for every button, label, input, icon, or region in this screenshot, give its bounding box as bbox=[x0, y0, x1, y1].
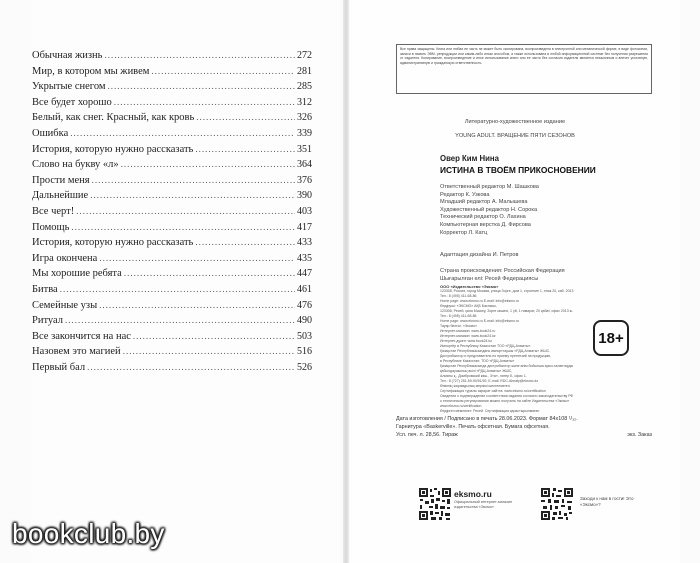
toc-entry-page: 390 bbox=[297, 190, 312, 202]
toc-entry bbox=[32, 48, 312, 64]
toc-entry-title: История, которую нужно рассказать bbox=[32, 143, 194, 155]
toc-entry-title: История, которую нужно рассказать bbox=[32, 237, 194, 249]
toc-entry-page: 272 bbox=[297, 50, 312, 61]
toc-leader-dots bbox=[108, 79, 295, 95]
publisher-line: Home page: www.eksmo.ru E-mail: info@eksmo.ru bbox=[440, 299, 520, 303]
qr-code-eksmo[interactable] bbox=[418, 487, 452, 521]
credit-line: Корректор Л. Катц bbox=[440, 229, 488, 236]
toc-entry-page: 433 bbox=[297, 237, 312, 249]
social-follow-caption: Заходи к нам в гости! Это «Эксмо»? bbox=[580, 496, 634, 507]
toc-leader-dots bbox=[104, 48, 295, 64]
toc-entry bbox=[32, 329, 312, 345]
toc-leader-dots bbox=[87, 360, 295, 376]
country-of-origin bbox=[440, 268, 565, 283]
toc-entry-page: 376 bbox=[297, 174, 312, 186]
credit-line: Технический редактор О. Лахина bbox=[440, 214, 526, 221]
toc-entry-title: Игра окончена bbox=[32, 252, 98, 264]
imprint-row bbox=[396, 431, 652, 439]
toc-leader-dots bbox=[71, 220, 295, 236]
qr-code-social[interactable] bbox=[540, 487, 574, 521]
publisher-line: www.eksmo.ru/certification bbox=[440, 404, 482, 408]
toc-entry-page: 364 bbox=[297, 159, 312, 171]
toc-entry bbox=[32, 220, 312, 236]
toc-entry-page: 281 bbox=[297, 65, 312, 77]
publisher-line: Тел.: 8 (495) 411-68-86 bbox=[440, 314, 477, 318]
toc-entry bbox=[32, 157, 312, 173]
imprint-text: экз. Заказ bbox=[627, 432, 652, 438]
publisher-line: Өндірген мемлекет: Ресей. Сертификация қарастырылмаған bbox=[440, 409, 540, 413]
publisher-line: Интернет-магазин: www.book24.ru bbox=[440, 329, 496, 333]
watermark-bookclub: bookclub.by bbox=[12, 518, 165, 549]
toc-entry bbox=[32, 344, 312, 360]
toc-entry-page: 339 bbox=[297, 127, 312, 139]
toc-leader-dots bbox=[133, 329, 295, 345]
toc-entry-page: 351 bbox=[297, 143, 312, 155]
editorial-credits bbox=[440, 184, 539, 237]
toc-entry-page: 461 bbox=[297, 283, 312, 295]
toc-entry-page: 526 bbox=[297, 361, 312, 373]
age-rating-badge: 18+ bbox=[593, 320, 629, 356]
publisher-line: Home page: www.eksmo.ru E-mail: info@eksmo.ru bbox=[440, 319, 520, 323]
toc-entry-page: 326 bbox=[297, 112, 312, 124]
credit-line: Художественный редактор Н. Сорока bbox=[440, 206, 538, 213]
publisher-line: 123308, Россия, город Москва, улица Зорге, дом 1, строение 1, этаж 20, каб. 2013 bbox=[440, 289, 574, 293]
publisher-name: ООО «Издательство «Эксмо» bbox=[440, 284, 499, 289]
publisher-line: Интернет-магазин: www.book24.kz bbox=[440, 334, 496, 338]
imprint-text: Усл. печ. л. 28,56. Тираж bbox=[396, 432, 458, 438]
toc-entry-title: Укрытые снегом bbox=[32, 81, 106, 93]
publisher-line: Дистрибьютор и представитель по приему претензий на продукцию, bbox=[440, 354, 552, 358]
toc-entry bbox=[32, 79, 312, 95]
table-of-contents bbox=[32, 48, 312, 375]
toc-leader-dots bbox=[65, 313, 295, 329]
toc-entry-title: Все черт! bbox=[32, 205, 75, 217]
toc-entry-title: Ритуал bbox=[32, 315, 64, 327]
toc-entry-page: 490 bbox=[297, 315, 312, 327]
country-line-kz: Шығарылған елі: Ресей Федерациясы bbox=[440, 275, 539, 282]
toc-entry-page: 285 bbox=[297, 81, 312, 93]
toc-leader-dots bbox=[70, 126, 295, 142]
publisher-line: о техническом регулировании можно получить на сайте Издательства «Эксмо» bbox=[440, 399, 570, 403]
toc-entry-page: 417 bbox=[297, 221, 312, 233]
toc-entry bbox=[32, 313, 312, 329]
publisher-line: Қазақстан Республикасында дистрибьютор және өнім бойынша арыз-талаптарды bbox=[440, 364, 574, 368]
toc-entry-title: Обычная жизнь bbox=[32, 50, 103, 61]
toc-entry-page: 476 bbox=[297, 299, 312, 311]
toc-leader-dots bbox=[114, 95, 295, 111]
toc-entry bbox=[32, 360, 312, 376]
credit-line: Компьютерная верстка Д. Фирсова bbox=[440, 221, 531, 228]
toc-leader-dots bbox=[92, 173, 295, 189]
toc-leader-dots bbox=[90, 188, 295, 204]
country-line-ru: Страна происхождения: Российская Федерация bbox=[440, 268, 565, 274]
copyright-notice-box: Все права защищены. Книга или любая ее часть не может быть скопирована, воспроизведена в электронной или механической форме, в виде фотокопии, записи в память ЭВМ, репродукции или каким-либо иным способом, а также использована в любой информационной системе без получения разрешения от издателя. Копирование, воспроизведение и иное использование книги или ее части без согласия издателя является незаконным и влечет уголовную, административную и гражданскую ответственность. bbox=[396, 44, 652, 94]
book-gutter bbox=[343, 0, 349, 563]
toc-leader-dots bbox=[121, 157, 295, 173]
toc-entry bbox=[32, 188, 312, 204]
toc-entry bbox=[32, 95, 312, 111]
book-title: ИСТИНА В ТВОЁМ ПРИКОСНОВЕНИИ bbox=[440, 165, 596, 175]
imprint-row bbox=[396, 423, 652, 431]
toc-entry bbox=[32, 110, 312, 126]
toc-leader-dots bbox=[196, 110, 295, 126]
toc-entry-page: 516 bbox=[297, 346, 312, 358]
toc-entry bbox=[32, 282, 312, 298]
qr-code-icon bbox=[540, 487, 574, 521]
toc-entry bbox=[32, 204, 312, 220]
series-label: YOUNG ADULT. ВРАЩЕНИЕ ПЯТИ СЕЗОНОВ bbox=[455, 133, 575, 139]
toc-entry bbox=[32, 142, 312, 158]
toc-entry bbox=[32, 126, 312, 142]
book-author: Овер Ким Нина bbox=[440, 154, 499, 163]
toc-entry bbox=[32, 298, 312, 314]
publisher-line: Сертификация туралы ақпарат сайтта: www.eksmo.ru/certification bbox=[440, 389, 546, 393]
toc-entry-title: Мир, в котором мы живем bbox=[32, 65, 150, 77]
toc-leader-dots bbox=[76, 204, 295, 220]
toc-entry-page: 435 bbox=[297, 252, 312, 264]
toc-entry bbox=[32, 64, 312, 80]
toc-leader-dots bbox=[195, 142, 295, 158]
toc-entry-title: Слово на букву «л» bbox=[32, 159, 119, 171]
toc-entry-title: Ошибка bbox=[32, 127, 69, 139]
toc-entry-title: Дальнейшие bbox=[32, 190, 89, 202]
toc-leader-dots bbox=[151, 64, 295, 80]
toc-entry-title: Все будет хорошо bbox=[32, 96, 112, 108]
imprint-text: Гарнитура «Baskerville». Печать офсетная. Бумага офсетная. bbox=[396, 424, 550, 430]
publisher-info bbox=[440, 284, 590, 414]
publisher-line: қабылдаушының өкілі «РДЦ-Алматы» ЖШС, bbox=[440, 369, 513, 373]
publisher-line: Сведения о подтверждении соответствия издания согласно законодательству РФ bbox=[440, 394, 574, 398]
imprint-text: Дата изготовления / Подписано в печать 28.06.2023. Формат 84х108 ¹/₃₂. bbox=[396, 416, 578, 422]
print-imprint bbox=[396, 415, 652, 439]
toc-leader-dots bbox=[99, 298, 295, 314]
toc-entry-title: Мы хорошие ребята bbox=[32, 268, 122, 280]
toc-entry bbox=[32, 173, 312, 189]
publisher-line: Қазақстан Республикасындағы импорттаушы «РДЦ-Алматы» ЖШС. bbox=[440, 349, 551, 353]
publisher-line: Өнімнің жарамдылық мерзімі шектелмеген. bbox=[440, 384, 511, 388]
toc-leader-dots bbox=[124, 266, 295, 282]
imprint-row bbox=[396, 415, 652, 423]
toc-entry-title: Первый бал bbox=[32, 361, 86, 373]
toc-entry-title: Назовем это магией bbox=[32, 346, 121, 358]
eksmo-store-caption: Официальный интернет-магазин издательства «Эксмо» bbox=[454, 500, 513, 509]
toc-entry-title: Белый, как снег. Красный, как кровь bbox=[32, 112, 195, 124]
toc-entry-title: Битва bbox=[32, 283, 58, 295]
toc-entry bbox=[32, 235, 312, 251]
credit-line: Редактор К. Узкова bbox=[440, 191, 490, 198]
toc-entry bbox=[32, 251, 312, 267]
toc-leader-dots bbox=[195, 235, 295, 251]
publisher-line: в Республике Казахстан: ТОО «РДЦ-Алматы» bbox=[440, 359, 515, 363]
credit-line: Младший редактор А. Малышева bbox=[440, 199, 528, 206]
publisher-line: Интернет-дүкен: www.book24.kz bbox=[440, 339, 492, 343]
toc-entry-page: 312 bbox=[297, 96, 312, 108]
toc-leader-dots bbox=[99, 251, 295, 267]
toc-entry-title: Помощь bbox=[32, 221, 70, 233]
credit-line: Ответственный редактор М. Шашкова bbox=[440, 184, 539, 190]
toc-entry-page: 403 bbox=[297, 205, 312, 217]
genre-label: Литературно-художественное издание bbox=[464, 119, 566, 125]
toc-entry-page: 503 bbox=[297, 330, 312, 342]
publisher-line: 123308, Ресей, қала Мәскеу, Зорге көшесі, 1 үй, 1 ғимарат, 20 қабат, офис 2013 ж. bbox=[440, 309, 573, 313]
toc-entry-title: Прости меня bbox=[32, 174, 90, 186]
toc-leader-dots bbox=[123, 344, 295, 360]
toc-entry bbox=[32, 266, 312, 282]
toc-entry-page: 447 bbox=[297, 268, 312, 280]
qr-code-icon bbox=[418, 487, 452, 521]
toc-entry-title: Все закончится на нас bbox=[32, 330, 131, 342]
toc-entry-title: Семейные узы bbox=[32, 299, 98, 311]
publisher-line: Тел.: 8 (495) 411-68-86 bbox=[440, 294, 477, 298]
toc-leader-dots bbox=[60, 282, 295, 298]
eksmo-website-link[interactable]: eksmo.ru bbox=[454, 489, 492, 499]
publisher-line: Тауар белгісі: «Эксмо» bbox=[440, 324, 477, 328]
publisher-line: Тел.: 8 (727) 251-59-90/91/92; E-mail: RDC-Almaty@eksmo.kz bbox=[440, 379, 539, 383]
publisher-line: Импортёр в Республику Казахстан ТОО «РДЦ-Алматы». bbox=[440, 344, 532, 348]
publisher-line: Алматы қ., Домбровский көш., 3«а», литер Б, офис 1. bbox=[440, 374, 527, 378]
publisher-line: Өндіруші: «ЭКСМО» АҚБ Баспасы, bbox=[440, 304, 497, 308]
cover-design-credit: Адаптация дизайна И. Петров bbox=[440, 252, 519, 258]
